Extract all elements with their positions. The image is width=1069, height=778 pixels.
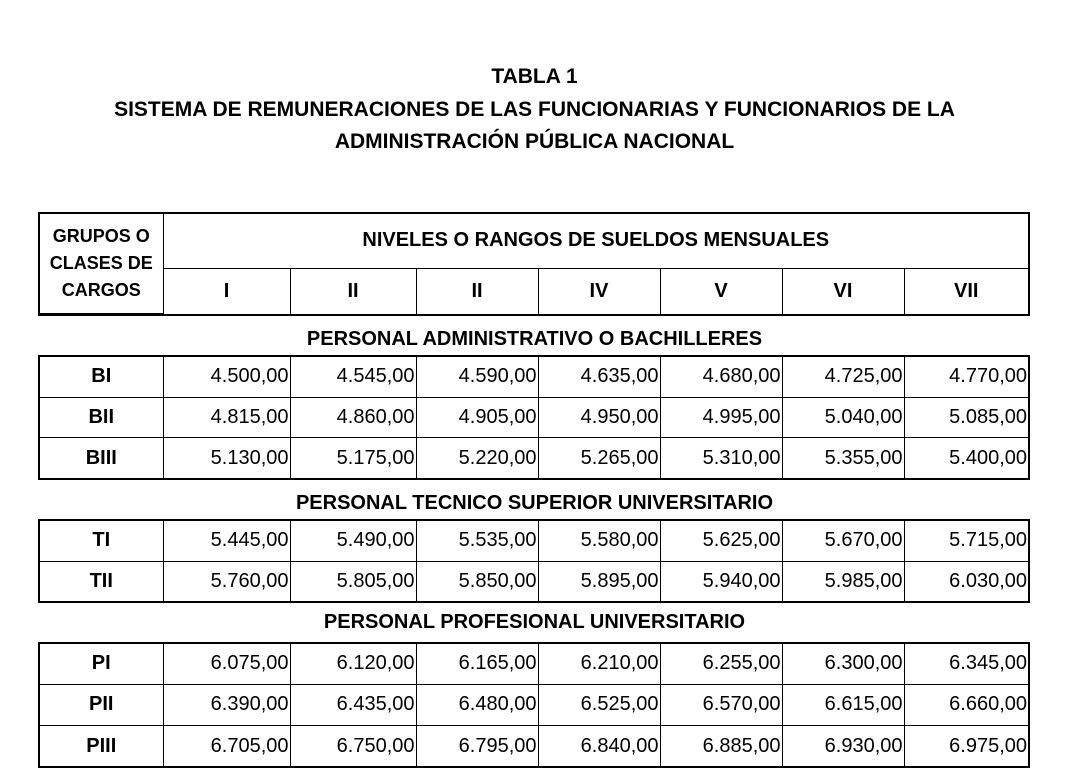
salary-cell: 4.815,00 — [163, 397, 290, 438]
table-row — [40, 684, 1028, 725]
salary-cell: 6.435,00 — [290, 684, 416, 725]
salary-cell: 5.580,00 — [538, 521, 660, 561]
table-row — [40, 397, 1028, 438]
groups-header-line3: CARGOS — [61, 280, 141, 300]
salary-cell: 6.885,00 — [660, 726, 782, 766]
row-label: BIII — [40, 438, 163, 478]
salary-cell: 6.030,00 — [904, 561, 1028, 601]
salary-cell: 6.750,00 — [290, 726, 416, 766]
table-row — [40, 726, 1028, 766]
table-row — [40, 438, 1028, 478]
salary-cell: 5.490,00 — [290, 521, 416, 561]
salary-cell: 4.680,00 — [660, 357, 782, 397]
salary-cell: 5.985,00 — [782, 561, 904, 601]
salary-cell: 6.705,00 — [163, 726, 290, 766]
level-header: IV — [538, 268, 660, 314]
table-header-box — [38, 212, 1030, 316]
salary-cell: 5.895,00 — [538, 561, 660, 601]
level-header: VI — [782, 268, 904, 314]
salary-cell: 6.300,00 — [782, 644, 904, 684]
salary-cell: 5.850,00 — [416, 561, 538, 601]
salary-cell: 6.525,00 — [538, 684, 660, 725]
salary-cell: 5.715,00 — [904, 521, 1028, 561]
salary-cell: 5.625,00 — [660, 521, 782, 561]
salary-levels-header: NIVELES O RANGOS DE SUELDOS MENSUALES — [163, 214, 1028, 268]
level-header: II — [290, 268, 416, 314]
salary-cell: 5.130,00 — [163, 438, 290, 478]
salary-cell: 6.390,00 — [163, 684, 290, 725]
salary-cell: 6.840,00 — [538, 726, 660, 766]
row-label: PIII — [40, 726, 163, 766]
salary-cell: 5.400,00 — [904, 438, 1028, 478]
level-header: VII — [904, 268, 1028, 314]
groups-header — [40, 214, 163, 314]
salary-table-tecnico — [40, 521, 1028, 601]
salary-cell: 5.535,00 — [416, 521, 538, 561]
row-label: TI — [40, 521, 163, 561]
salary-cell: 5.085,00 — [904, 397, 1028, 438]
groups-header-line1: GRUPOS O — [52, 226, 150, 246]
row-label: PII — [40, 684, 163, 725]
level-header: I — [163, 268, 290, 314]
salary-table-administrativo — [40, 357, 1028, 478]
salary-cell: 6.120,00 — [290, 644, 416, 684]
salary-cell: 5.670,00 — [782, 521, 904, 561]
section-title-administrativo: PERSONAL ADMINISTRATIVO O BACHILLERES — [306, 328, 763, 350]
salary-cell: 6.165,00 — [416, 644, 538, 684]
salary-cell: 6.615,00 — [782, 684, 904, 725]
salary-cell: 5.220,00 — [416, 438, 538, 478]
level-header: V — [660, 268, 782, 314]
salary-cell: 4.725,00 — [782, 357, 904, 397]
salary-cell: 6.075,00 — [163, 644, 290, 684]
salary-cell: 4.995,00 — [660, 397, 782, 438]
section-box-tecnico — [38, 519, 1030, 603]
salary-cell: 4.500,00 — [163, 357, 290, 397]
header-table — [40, 214, 1028, 314]
salary-cell: 6.345,00 — [904, 644, 1028, 684]
row-label: PI — [40, 644, 163, 684]
row-label: BI — [40, 357, 163, 397]
salary-table-profesional — [40, 644, 1028, 766]
salary-cell: 6.570,00 — [660, 684, 782, 725]
salary-cell: 6.660,00 — [904, 684, 1028, 725]
salary-cell: 6.480,00 — [416, 684, 538, 725]
table-row — [40, 561, 1028, 601]
row-label: TII — [40, 561, 163, 601]
groups-header-line2: CLASES DE — [49, 253, 153, 273]
salary-cell: 4.545,00 — [290, 357, 416, 397]
row-label: BII — [40, 397, 163, 438]
table-row — [40, 521, 1028, 561]
table-row — [40, 644, 1028, 684]
salary-cell: 5.445,00 — [163, 521, 290, 561]
salary-cell: 5.310,00 — [660, 438, 782, 478]
salary-cell: 4.860,00 — [290, 397, 416, 438]
salary-cell: 5.355,00 — [782, 438, 904, 478]
salary-cell: 5.265,00 — [538, 438, 660, 478]
section-title-profesional: PERSONAL PROFESIONAL UNIVERSITARIO — [323, 611, 746, 633]
salary-cell: 4.770,00 — [904, 357, 1028, 397]
section-title-tecnico: PERSONAL TECNICO SUPERIOR UNIVERSITARIO — [295, 492, 774, 514]
document-title: SISTEMA DE REMUNERACIONES DE LAS FUNCIONARIAS Y FUNCIONARIOS DE LA — [114, 98, 955, 121]
salary-cell: 4.590,00 — [416, 357, 538, 397]
table-number: TABLA 1 — [491, 65, 578, 88]
section-box-administrativo — [38, 355, 1030, 480]
salary-cell: 5.040,00 — [782, 397, 904, 438]
salary-cell: 4.635,00 — [538, 357, 660, 397]
table-row — [40, 357, 1028, 397]
salary-cell: 6.795,00 — [416, 726, 538, 766]
salary-cell: 6.210,00 — [538, 644, 660, 684]
document-subtitle: ADMINISTRACIÓN PÚBLICA NACIONAL — [334, 130, 735, 153]
salary-cell: 6.930,00 — [782, 726, 904, 766]
salary-cell: 5.805,00 — [290, 561, 416, 601]
salary-cell: 5.940,00 — [660, 561, 782, 601]
salary-cell: 5.760,00 — [163, 561, 290, 601]
section-box-profesional — [38, 642, 1030, 768]
salary-cell: 6.975,00 — [904, 726, 1028, 766]
salary-cell: 6.255,00 — [660, 644, 782, 684]
salary-cell: 4.905,00 — [416, 397, 538, 438]
salary-cell: 4.950,00 — [538, 397, 660, 438]
salary-cell: 5.175,00 — [290, 438, 416, 478]
level-header: II — [416, 268, 538, 314]
